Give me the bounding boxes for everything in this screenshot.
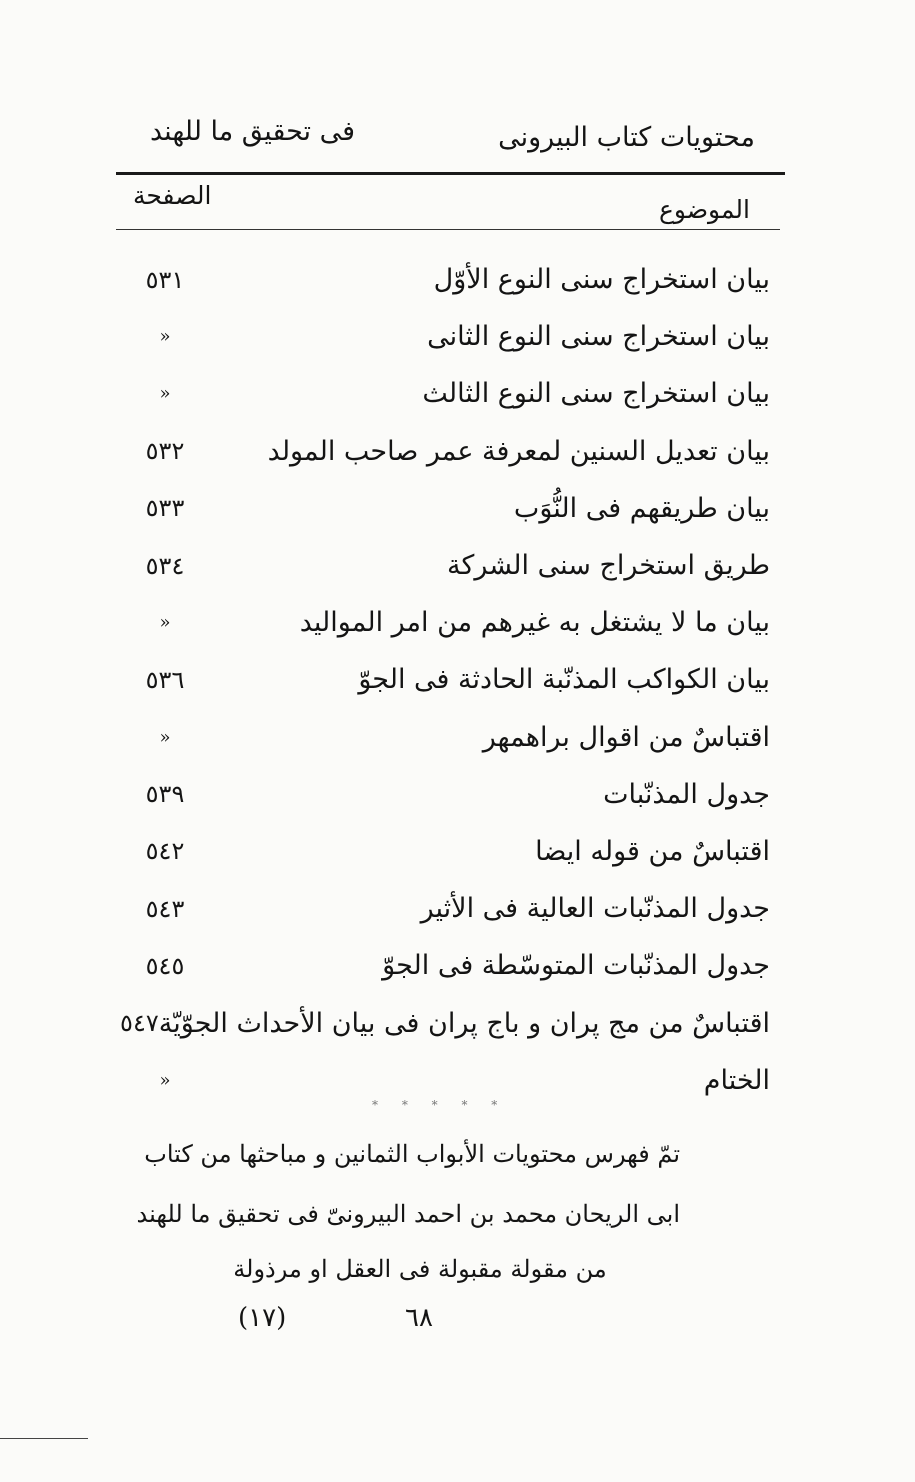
contents-row — [120, 423, 770, 480]
header-rule — [116, 172, 785, 175]
entry-page: ٥٣١ — [145, 265, 185, 294]
contents-row — [120, 594, 770, 651]
colophon-line-1: تمّ فهرس محتویات الأبواب الثمانین و مباحثها من کتاب — [144, 1140, 680, 1168]
contents-row — [120, 709, 770, 766]
contents-row — [120, 365, 770, 422]
contents-row — [120, 651, 770, 708]
entry-page: » — [159, 612, 171, 634]
entry-page: » — [159, 383, 171, 405]
entry-title: بیان تعدیل السنین لمعرفة عمر صاحب المولد — [267, 435, 770, 467]
contents-list — [120, 251, 770, 1109]
contents-row — [120, 880, 770, 937]
running-head-subtitle: فی تحقیق ما للهند — [150, 116, 356, 147]
entry-page: ٥٣٢ — [145, 437, 185, 466]
entry-title: جدول المذنّبات — [603, 778, 770, 810]
contents-row — [120, 823, 770, 880]
entry-title: بیان استخراج سنی النوع الثانی — [427, 321, 770, 353]
entry-title: اقتباسٌ من قوله ایضا — [535, 835, 770, 867]
contents-row — [120, 937, 770, 994]
entry-title: الختام — [703, 1064, 770, 1096]
entry-page: » — [159, 326, 171, 348]
contents-row — [120, 994, 770, 1051]
contents-row — [120, 766, 770, 823]
entry-page: ٥٣٤ — [145, 551, 185, 580]
entry-page: ٥٣٩ — [145, 780, 185, 809]
entry-title: جدول المذنّبات العالیة فی الأثیر — [420, 893, 770, 925]
entry-title: بیان استخراج سنی النوع الأوّل — [433, 264, 770, 296]
entry-title: بیان طریقهم فی النُّوَب — [513, 492, 770, 524]
scan-edge-line — [0, 1438, 88, 1439]
entry-page: ٥٤٣ — [145, 894, 185, 923]
entry-title: اقتباسٌ من اقوال براهمهر — [482, 721, 770, 753]
entry-page: ٥٣٦ — [145, 665, 185, 694]
contents-row — [120, 308, 770, 365]
page-column-header: الصفحة — [133, 181, 212, 210]
section-separator: * * * * * — [372, 1098, 508, 1112]
entry-page: » — [159, 726, 171, 748]
contents-row — [120, 537, 770, 594]
colophon-line-3: من مقولة مقبولة فی العقل او مرذولة — [233, 1255, 607, 1283]
entry-page: » — [159, 1069, 171, 1091]
entry-title: طریق استخراج سنی الشرکة — [446, 550, 770, 582]
page-number: ٦٨ — [405, 1303, 433, 1333]
running-head-title: محتویات کتاب البیرونی — [498, 122, 755, 153]
colophon-line-2: ابی الریحان محمد بن احمد البیرونیّ فی تحقیق ما للهند — [136, 1200, 680, 1228]
entry-title: جدول المذنّبات المتوسّطة فی الجوّ — [382, 950, 770, 982]
entry-page: ٥٤٢ — [145, 837, 185, 866]
entry-title: بیان الکواکب المذنّبة الحادثة فی الجوّ — [358, 664, 770, 696]
entry-title: بیان ما لا یشتغل به غیرهم من امر الموالید — [299, 607, 770, 639]
signature-mark: (١٧) — [238, 1303, 287, 1333]
contents-row — [120, 251, 770, 308]
entry-page: ٥٤٧ — [120, 1009, 159, 1038]
entry-page: ٥٤٥ — [145, 951, 185, 980]
column-header-rule — [116, 229, 780, 230]
entry-page: ٥٣٣ — [145, 494, 185, 523]
topic-column-header: الموضوع — [659, 195, 750, 224]
entry-title: اقتباسٌ من مج پران و باج پران فی بیان الأحداث الجوّیّة — [158, 1007, 770, 1039]
entry-title: بیان استخراج سنی النوع الثالث — [422, 378, 770, 410]
contents-row — [120, 480, 770, 537]
